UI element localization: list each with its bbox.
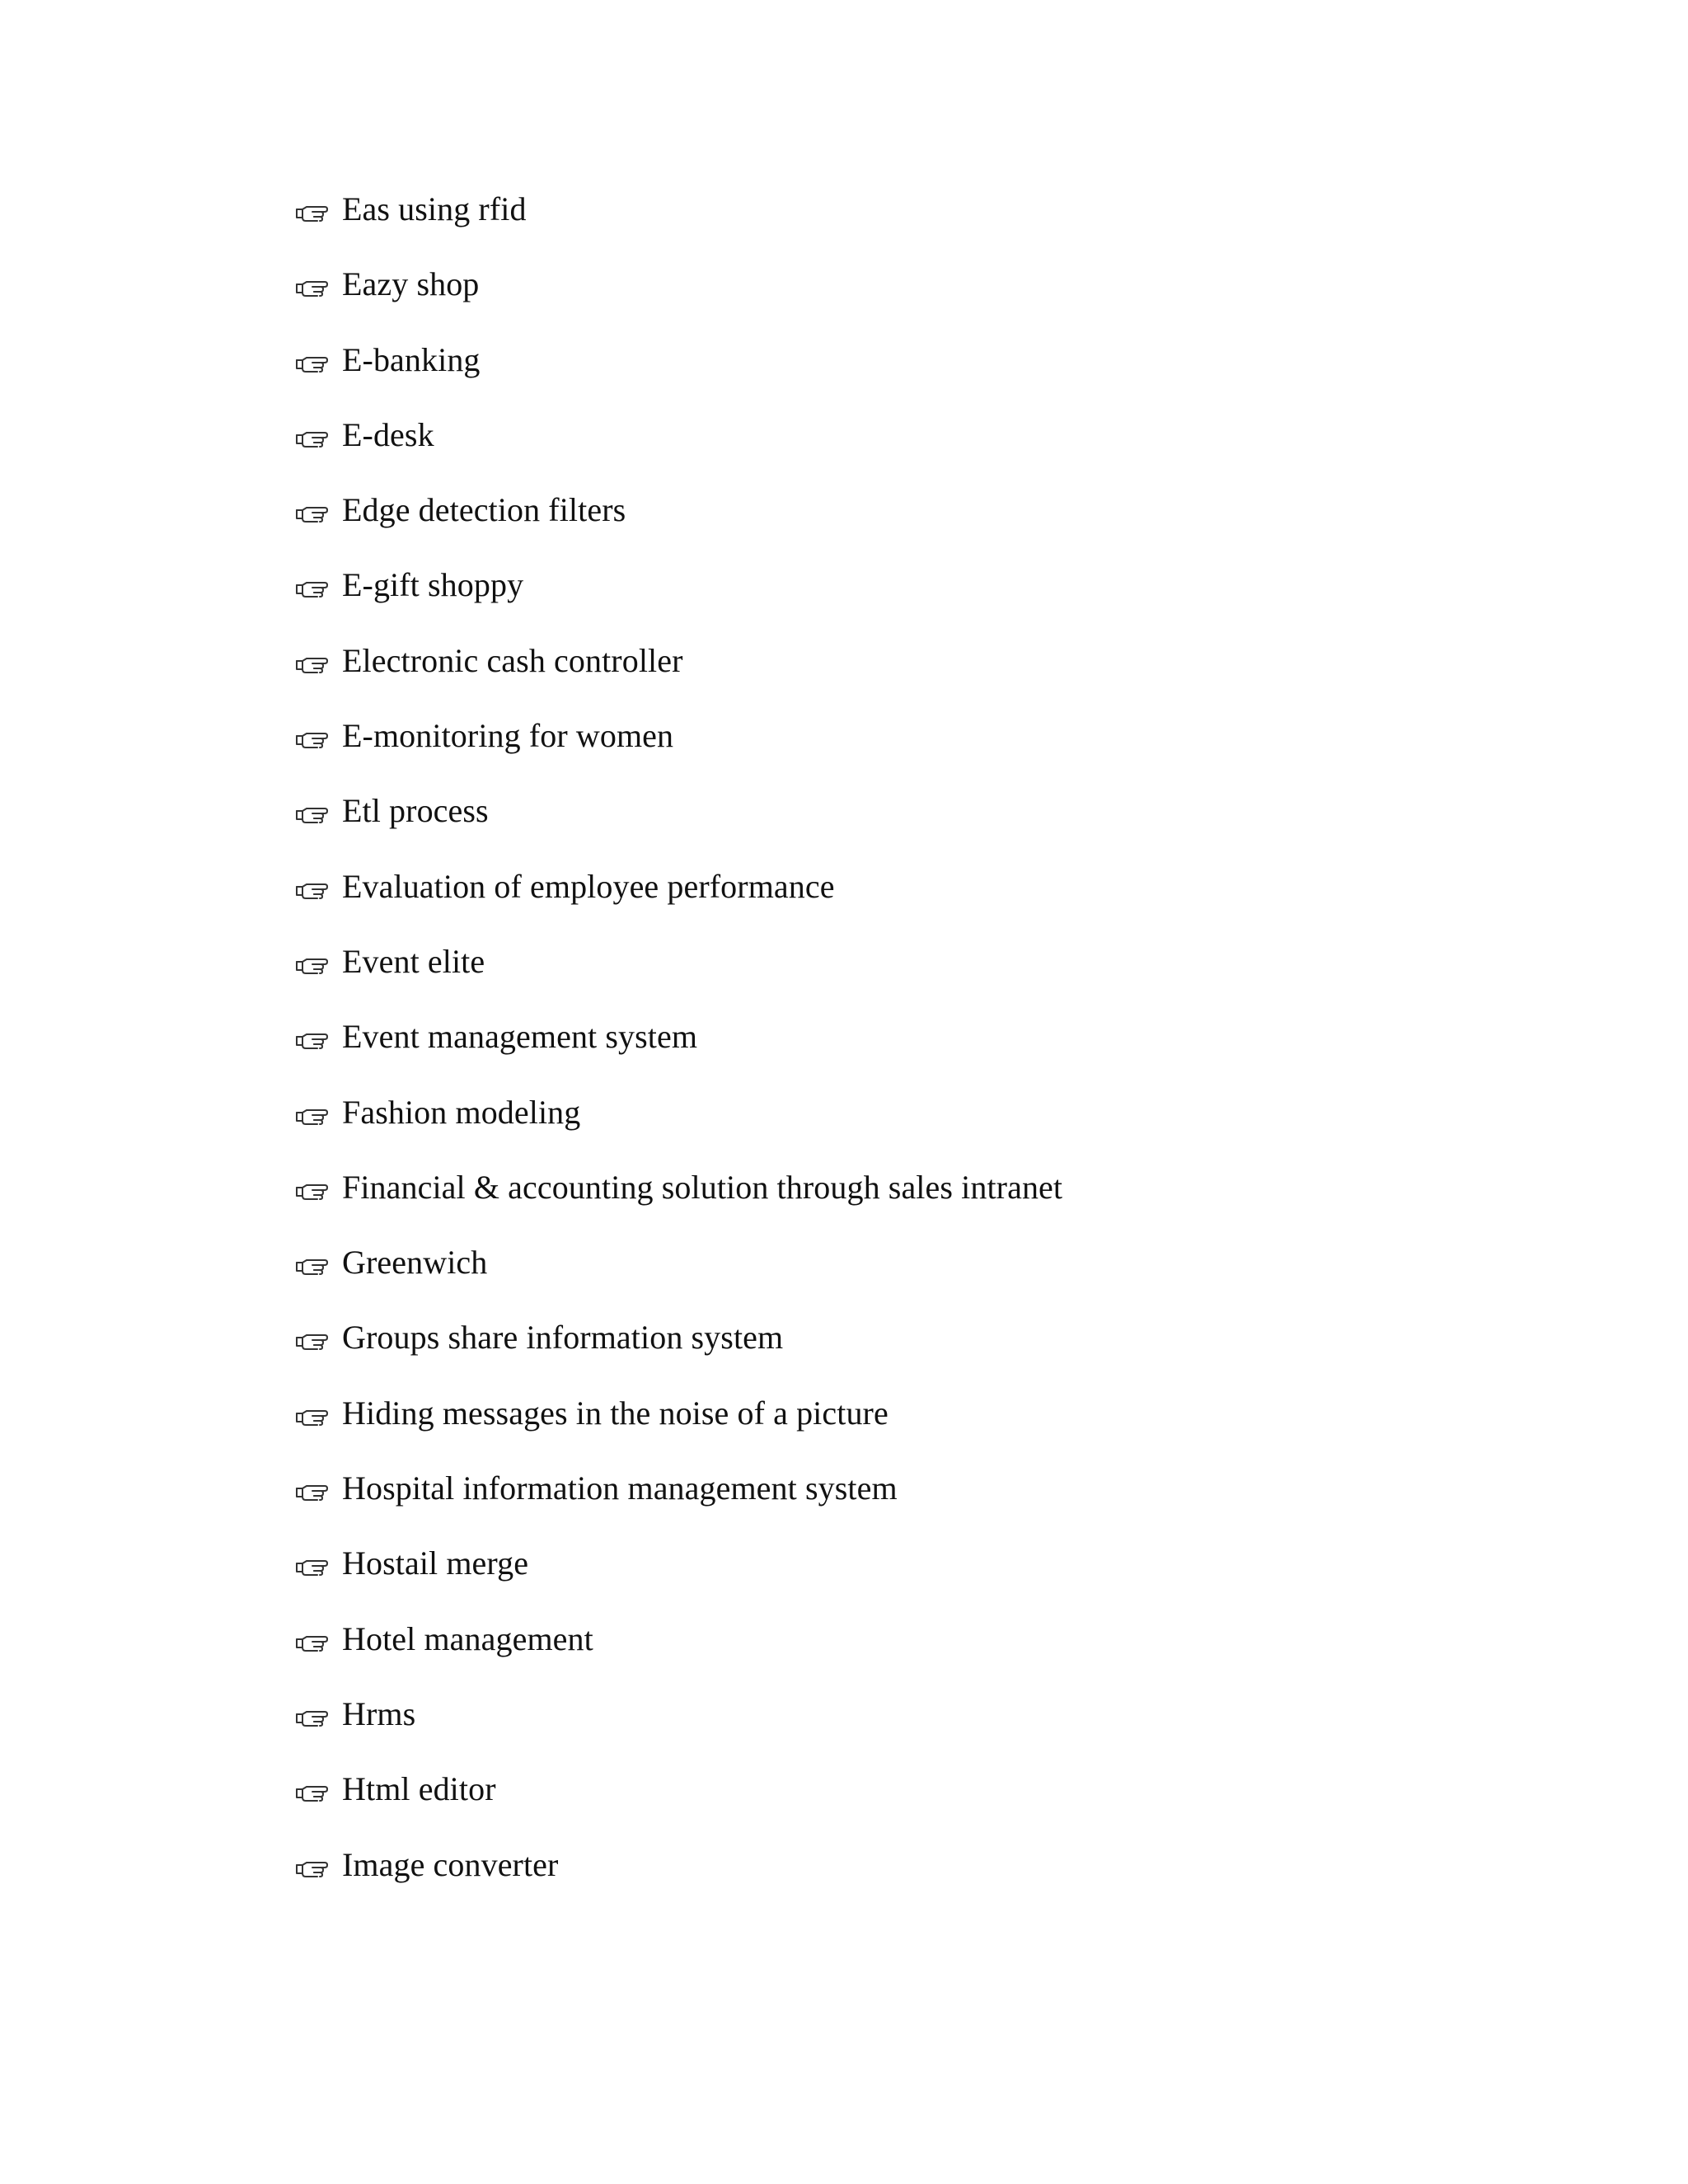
pointing-hand-icon bbox=[293, 499, 342, 535]
list-item-text: Event management system bbox=[342, 1018, 698, 1056]
list-item-text: Image converter bbox=[342, 1845, 559, 1883]
list-item-text: Hiding messages in the noise of a picture bbox=[342, 1394, 889, 1432]
list-item-text: Html editor bbox=[342, 1770, 496, 1808]
list-item bbox=[293, 492, 1062, 567]
project-list bbox=[293, 191, 1062, 1922]
list-item-text: Hospital information management system bbox=[342, 1469, 898, 1507]
list-item-text: Financial & accounting solution through sales intranet bbox=[342, 1168, 1063, 1206]
list-item bbox=[293, 1395, 1062, 1470]
pointing-hand-icon bbox=[293, 1552, 342, 1588]
pointing-hand-icon bbox=[293, 1326, 342, 1362]
pointing-hand-icon bbox=[293, 875, 342, 912]
list-item-text: Fashion modeling bbox=[342, 1093, 581, 1131]
list-item bbox=[293, 266, 1062, 341]
list-item bbox=[293, 1771, 1062, 1846]
list-item bbox=[293, 417, 1062, 492]
list-item bbox=[293, 944, 1062, 1019]
pointing-hand-icon bbox=[293, 1251, 342, 1287]
list-item-text: Hostail merge bbox=[342, 1544, 529, 1582]
pointing-hand-icon bbox=[293, 1402, 342, 1438]
list-item bbox=[293, 1470, 1062, 1545]
pointing-hand-icon bbox=[293, 1628, 342, 1664]
list-item-text: Greenwich bbox=[342, 1244, 488, 1282]
pointing-hand-icon bbox=[293, 198, 342, 234]
list-item-text: Eas using rfid bbox=[342, 190, 527, 227]
list-item-text: Eazy shop bbox=[342, 265, 480, 303]
list-item bbox=[293, 191, 1062, 266]
list-item-text: Evaluation of employee performance bbox=[342, 867, 835, 905]
list-item-text: Event elite bbox=[342, 942, 485, 980]
pointing-hand-icon bbox=[293, 799, 342, 836]
pointing-hand-icon bbox=[293, 1854, 342, 1890]
list-item-text: Hrms bbox=[342, 1694, 416, 1732]
list-item-text: E-banking bbox=[342, 340, 481, 378]
list-item bbox=[293, 1696, 1062, 1771]
pointing-hand-icon bbox=[293, 349, 342, 385]
list-item-text: Edge detection filters bbox=[342, 491, 626, 529]
list-item-text: Groups share information system bbox=[342, 1319, 784, 1357]
list-item bbox=[293, 643, 1062, 718]
list-item bbox=[293, 718, 1062, 793]
list-item bbox=[293, 1545, 1062, 1620]
pointing-hand-icon bbox=[293, 424, 342, 460]
list-item bbox=[293, 1244, 1062, 1319]
list-item-text: E-desk bbox=[342, 415, 434, 453]
pointing-hand-icon bbox=[293, 1703, 342, 1739]
pointing-hand-icon bbox=[293, 649, 342, 686]
list-item bbox=[293, 342, 1062, 417]
list-item bbox=[293, 1169, 1062, 1244]
pointing-hand-icon bbox=[293, 1101, 342, 1137]
list-item-text: E-gift shoppy bbox=[342, 566, 524, 604]
pointing-hand-icon bbox=[293, 1477, 342, 1513]
pointing-hand-icon bbox=[293, 1778, 342, 1814]
pointing-hand-icon bbox=[293, 1176, 342, 1212]
list-item bbox=[293, 793, 1062, 868]
pointing-hand-icon bbox=[293, 724, 342, 761]
list-item-text: E-monitoring for women bbox=[342, 717, 674, 755]
pointing-hand-icon bbox=[293, 950, 342, 987]
list-item-text: Hotel management bbox=[342, 1619, 593, 1657]
list-item bbox=[293, 869, 1062, 944]
list-item bbox=[293, 1094, 1062, 1169]
list-item-text: Electronic cash controller bbox=[342, 641, 683, 679]
pointing-hand-icon bbox=[293, 1025, 342, 1062]
list-item bbox=[293, 1847, 1062, 1922]
pointing-hand-icon bbox=[293, 273, 342, 309]
list-item bbox=[293, 1621, 1062, 1696]
list-item-text: Etl process bbox=[342, 792, 489, 830]
pointing-hand-icon bbox=[293, 574, 342, 610]
list-item bbox=[293, 1019, 1062, 1094]
list-item bbox=[293, 567, 1062, 642]
list-item bbox=[293, 1319, 1062, 1394]
